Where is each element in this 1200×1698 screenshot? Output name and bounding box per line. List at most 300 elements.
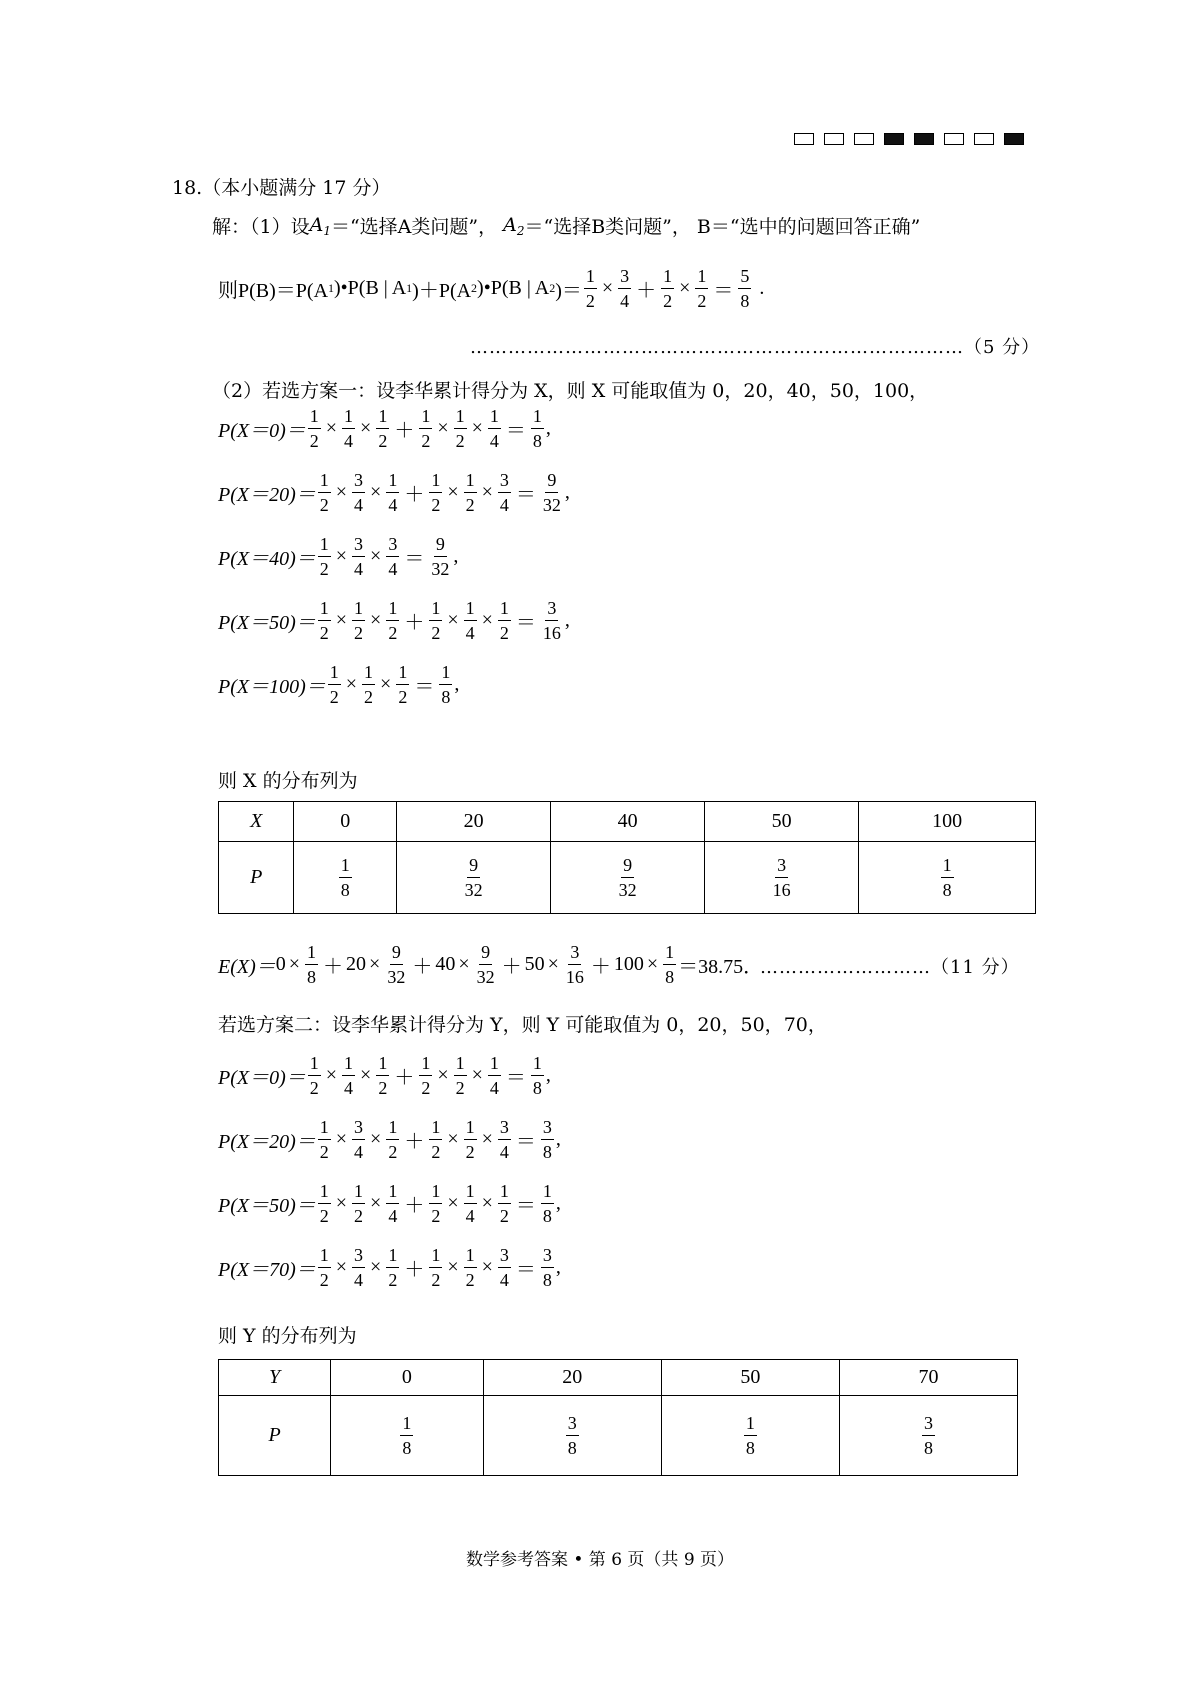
operator: ＝ — [505, 1066, 526, 1089]
fraction — [464, 1182, 477, 1225]
numerator: 1 — [454, 407, 467, 429]
fraction — [744, 1414, 757, 1457]
table-x-prob-row — [219, 842, 1036, 914]
denominator: 2 — [431, 1269, 441, 1290]
operator: ＝ — [515, 483, 536, 506]
denominator: 8 — [441, 686, 451, 707]
operator: × — [288, 952, 301, 975]
table-cell: 20 — [483, 1360, 661, 1396]
fraction — [463, 856, 485, 899]
part1-formula: 则P(B)＝P(A 1 )•P(B | A 1 )＋P(A 2 )•P(B | A 2 )＝ $\frac{1}{2}$ × $\frac{3}{4}$ ＋ $\frac{1}{2}$ × $\frac{1}{2}$ ＝ $\frac{5}{8}$ . — [218, 265, 765, 311]
fraction — [318, 1182, 331, 1225]
numerator: 1 — [318, 1182, 331, 1204]
table-row-label: P — [219, 842, 294, 914]
fraction — [429, 1182, 442, 1225]
numerator: 3 — [352, 535, 365, 557]
fraction — [464, 1118, 477, 1161]
numerator: 1 — [318, 1246, 331, 1268]
fraction — [386, 471, 399, 514]
denominator: 32 — [431, 558, 450, 579]
table-row-label: P — [219, 1396, 331, 1476]
operator: ＋ — [501, 955, 522, 978]
denominator: 16 — [565, 966, 584, 987]
operator: ＋ — [404, 611, 425, 634]
operator: × — [447, 1127, 459, 1150]
expectation-formula — [218, 934, 763, 994]
fraction — [386, 1246, 399, 1289]
numerator: 9 — [434, 535, 447, 557]
table-row-label: X — [219, 802, 294, 842]
operator: ＝ — [404, 547, 425, 570]
table-cell — [705, 842, 859, 914]
fraction — [498, 471, 511, 514]
fraction — [352, 1246, 365, 1289]
table-cell: 20 — [397, 802, 551, 842]
denominator: 2 — [364, 686, 374, 707]
denominator: 8 — [307, 966, 317, 987]
probability-lhs: P(X＝20)＝ — [218, 483, 316, 506]
fraction — [352, 471, 365, 514]
probability-line: P(X＝70)＝ $\frac{1}{2}$ × $\frac{3}{4}$ × $\frac{1}{2}$ ＋ $\frac{1}{2}$ × $\frac{1}{2}$ × $\frac{3}{4}$ ＝ $\frac{3}{8}$ , — [218, 1244, 561, 1290]
table-cell — [397, 842, 551, 914]
denominator: 8 — [532, 1077, 542, 1098]
operator: ＋ — [404, 1130, 425, 1153]
denominator: 32 — [476, 966, 495, 987]
part1-fraction-chain — [582, 267, 754, 310]
numerator: 1 — [541, 1182, 554, 1204]
table-cell — [551, 842, 705, 914]
fraction — [454, 407, 467, 450]
operator: × — [370, 608, 382, 631]
denominator: 2 — [455, 1077, 465, 1098]
denominator: 2 — [697, 290, 707, 311]
operator: × — [471, 416, 483, 439]
denominator: 8 — [665, 966, 675, 987]
fraction — [564, 943, 586, 986]
operator: ＋ — [323, 955, 344, 978]
fraction — [663, 943, 676, 986]
header-mark — [1004, 133, 1024, 145]
denominator: 2 — [309, 430, 319, 451]
probability-line: P(X＝50)＝ $\frac{1}{2}$ × $\frac{1}{2}$ × $\frac{1}{2}$ ＋ $\frac{1}{2}$ × $\frac{1}{4}$ × $\frac{1}{2}$ ＝ $\frac{3}{16}$ , — [218, 597, 570, 643]
denominator: 4 — [499, 494, 509, 515]
denominator: 2 — [388, 1269, 398, 1290]
probability-lhs: P(X＝0)＝ — [218, 1066, 306, 1089]
fraction — [328, 663, 341, 706]
fraction — [318, 1246, 331, 1289]
result-fraction — [531, 407, 544, 450]
numerator: 1 — [386, 1118, 399, 1140]
fraction — [386, 1118, 399, 1161]
fraction — [488, 407, 501, 450]
fraction — [352, 599, 365, 642]
operator: ＝ — [414, 675, 435, 698]
operator: × — [646, 952, 659, 975]
result-fraction — [541, 1182, 554, 1225]
numerator: 3 — [568, 943, 581, 965]
question-title — [172, 173, 390, 200]
denominator: 8 — [740, 290, 750, 311]
fraction — [376, 1054, 389, 1097]
numerator: 1 — [386, 1182, 399, 1204]
def-b: B＝“选中的问题回答正确” — [696, 216, 921, 238]
denominator: 8 — [745, 1438, 755, 1458]
operator: ＋ — [590, 955, 611, 978]
coefficient: 20 — [346, 952, 367, 975]
denominator: 2 — [455, 430, 465, 451]
numerator: 1 — [584, 267, 597, 289]
denominator: 2 — [465, 1141, 475, 1162]
operator: ＝ — [515, 611, 536, 634]
numerator: 1 — [342, 407, 355, 429]
numerator: 1 — [429, 1182, 442, 1204]
numerator: 9 — [390, 943, 403, 965]
operator: × — [370, 544, 382, 567]
numerator: 1 — [941, 856, 954, 878]
numerator: 3 — [352, 471, 365, 493]
denominator: 8 — [542, 1269, 552, 1290]
fraction — [400, 1414, 413, 1457]
operator: ＝ — [515, 1194, 536, 1217]
denominator: 2 — [378, 1077, 388, 1098]
result-fraction — [541, 471, 563, 514]
operator: × — [437, 416, 449, 439]
table-cell — [483, 1396, 661, 1476]
operator: × — [380, 672, 392, 695]
numerator: 3 — [545, 599, 558, 621]
numerator: 9 — [545, 471, 558, 493]
fraction — [362, 663, 375, 706]
coefficient: 50 — [524, 952, 545, 975]
numerator: 1 — [498, 599, 511, 621]
expectation-terms — [276, 943, 678, 986]
fraction — [386, 1182, 399, 1225]
probability-line: P(X＝20)＝ $\frac{1}{2}$ × $\frac{3}{4}$ × $\frac{1}{4}$ ＋ $\frac{1}{2}$ × $\frac{1}{2}$ × $\frac{3}{4}$ ＝ $\frac{9}{32}$ , — [218, 469, 570, 515]
denominator: 2 — [388, 622, 398, 643]
probability-lhs: P(X＝70)＝ — [218, 1258, 316, 1281]
denominator: 2 — [319, 622, 329, 643]
fraction — [386, 535, 399, 578]
denominator: 2 — [319, 494, 329, 515]
numerator: 1 — [429, 1246, 442, 1268]
coefficient: 0 — [275, 952, 286, 975]
numerator: 3 — [352, 1246, 365, 1268]
denominator: 4 — [499, 1141, 509, 1162]
denominator: 4 — [388, 1205, 398, 1226]
table-cell — [661, 1396, 839, 1476]
numerator: 5 — [738, 267, 751, 289]
numerator: 1 — [464, 1246, 477, 1268]
operator: × — [447, 480, 459, 503]
numerator: 1 — [396, 663, 409, 685]
probability-line: P(X＝50)＝ $\frac{1}{2}$ × $\frac{1}{2}$ × $\frac{1}{4}$ ＋ $\frac{1}{2}$ × $\frac{1}{4}$ × $\frac{1}{2}$ ＝ $\frac{1}{8}$ , — [218, 1180, 561, 1226]
denominator: 2 — [354, 622, 364, 643]
operator: × — [335, 1191, 348, 1214]
table-cell: 100 — [859, 802, 1036, 842]
formula-mid2: )＋P(A — [412, 279, 472, 302]
table-cell — [859, 842, 1036, 914]
def-a1: ＝“选择A类问题”， — [330, 216, 498, 238]
table-cell: 50 — [661, 1360, 839, 1396]
denominator: 4 — [489, 1077, 499, 1098]
denominator: 2 — [431, 494, 441, 515]
denominator: 4 — [620, 290, 630, 311]
numerator: 1 — [661, 267, 674, 289]
operator: × — [547, 952, 559, 975]
numerator: 1 — [376, 1054, 389, 1076]
fraction — [385, 943, 407, 986]
numerator: 3 — [498, 1246, 511, 1268]
denominator: 4 — [388, 494, 398, 515]
operator: × — [325, 1063, 338, 1086]
denominator: 32 — [618, 880, 637, 900]
operator: ＋ — [404, 1258, 425, 1281]
numerator: 1 — [464, 1182, 477, 1204]
def-a2: ＝“选择B类问题”， — [524, 216, 691, 238]
expectation-lhs: E(X)＝ — [218, 955, 276, 978]
operator: ＋ — [412, 955, 433, 978]
part1-points: ……………………………………………………………………（5 分） — [470, 337, 1041, 358]
fraction — [454, 1054, 467, 1097]
denominator: 2 — [329, 686, 339, 707]
operator: × — [481, 1127, 493, 1150]
numerator: 1 — [419, 1054, 432, 1076]
denominator: 8 — [340, 880, 350, 900]
fraction — [464, 471, 477, 514]
operator: × — [458, 952, 470, 975]
part2-intro: （2）若选方案一：设李华累计得分为 X，则 X 可能取值为 0，20，40，50，100， — [212, 380, 929, 402]
denominator: 2 — [465, 1269, 475, 1290]
question-number: 18. — [172, 177, 203, 199]
numerator: 1 — [352, 1182, 365, 1204]
fraction — [771, 856, 793, 899]
probability-lhs: P(X＝0)＝ — [218, 419, 306, 442]
table-y-header-row — [219, 1360, 1018, 1396]
numerator: 1 — [429, 1118, 442, 1140]
numerator: 3 — [618, 267, 631, 289]
numerator: 1 — [419, 407, 432, 429]
table-y-prob-row — [219, 1396, 1018, 1476]
operator: ＝ — [515, 1258, 536, 1281]
question-points: （本小题满分 17 分） — [202, 177, 391, 199]
operator: × — [370, 480, 382, 503]
part2-dist-label: 则 X 的分布列为 — [218, 770, 358, 792]
numerator: 3 — [541, 1246, 554, 1268]
numerator: 1 — [386, 471, 399, 493]
probability-line: P(X＝40)＝ $\frac{1}{2}$ × $\frac{3}{4}$ × $\frac{3}{4}$ ＝ $\frac{9}{32}$ , — [218, 533, 459, 579]
operator: ＝ — [713, 279, 734, 302]
operator: × — [601, 276, 614, 299]
table-cell: 50 — [705, 802, 859, 842]
denominator: 2 — [398, 686, 408, 707]
denominator: 4 — [344, 1077, 354, 1098]
denominator: 8 — [542, 1205, 552, 1226]
probability-lhs: P(X＝40)＝ — [218, 547, 316, 570]
fraction — [342, 407, 355, 450]
fraction — [318, 471, 331, 514]
denominator: 2 — [354, 1205, 364, 1226]
operator: ＋ — [394, 419, 415, 442]
operator: ＋ — [636, 279, 657, 302]
result-fraction — [429, 535, 451, 578]
denominator: 2 — [319, 1205, 329, 1226]
operator: × — [679, 276, 691, 299]
coefficient: 40 — [435, 952, 456, 975]
numerator: 1 — [362, 663, 375, 685]
table-cell — [839, 1396, 1017, 1476]
numerator: 1 — [464, 471, 477, 493]
header-mark — [914, 133, 934, 145]
operator: × — [335, 1127, 348, 1150]
expectation-result: ＝38.75． — [678, 955, 764, 978]
operator: × — [447, 1191, 459, 1214]
fraction — [498, 1182, 511, 1225]
denominator: 2 — [378, 430, 388, 451]
page-footer: 数学参考答案 • 第 6 页（共 9 页） — [465, 1550, 735, 1570]
denominator: 4 — [465, 1205, 475, 1226]
operator: × — [370, 1255, 382, 1278]
numerator: 1 — [454, 1054, 467, 1076]
operator: × — [335, 544, 348, 567]
fraction — [352, 1118, 365, 1161]
part1-definitions — [212, 212, 920, 239]
denominator: 8 — [942, 880, 952, 900]
numerator: 1 — [318, 599, 331, 621]
fraction — [429, 1118, 442, 1161]
numerator: 1 — [318, 1118, 331, 1140]
fraction — [922, 1414, 935, 1457]
operator: ＋ — [394, 1066, 415, 1089]
numerator: 1 — [464, 599, 477, 621]
operator: × — [481, 1255, 493, 1278]
fraction — [488, 1054, 501, 1097]
numerator: 1 — [352, 599, 365, 621]
table-cell: 0 — [331, 1360, 484, 1396]
fraction — [308, 407, 321, 450]
operator: ＋ — [404, 1194, 425, 1217]
header-mark — [884, 133, 904, 145]
fraction — [498, 599, 511, 642]
operator: × — [447, 1255, 459, 1278]
fraction — [429, 1246, 442, 1289]
table-cell: 70 — [839, 1360, 1017, 1396]
fraction — [419, 407, 432, 450]
operator: × — [325, 416, 338, 439]
numerator: 3 — [922, 1414, 935, 1436]
denominator: 8 — [567, 1438, 577, 1458]
denominator: 32 — [464, 880, 483, 900]
denominator: 2 — [309, 1077, 319, 1098]
fraction — [318, 599, 331, 642]
numerator: 1 — [318, 535, 331, 557]
distribution-table-x — [218, 801, 1036, 914]
denominator: 8 — [542, 1141, 552, 1162]
operator: × — [335, 1255, 348, 1278]
denominator: 2 — [319, 1269, 329, 1290]
numerator: 3 — [352, 1118, 365, 1140]
part3-dist-label: 则 Y 的分布列为 — [218, 1325, 357, 1347]
fraction — [738, 267, 751, 310]
numerator: 1 — [663, 943, 676, 965]
probability-line: P(X＝20)＝ $\frac{1}{2}$ × $\frac{3}{4}$ × $\frac{1}{2}$ ＋ $\frac{1}{2}$ × $\frac{1}{2}$ × $\frac{3}{4}$ ＝ $\frac{3}{8}$ , — [218, 1116, 561, 1162]
operator: × — [370, 1127, 382, 1150]
numerator: 1 — [308, 1054, 321, 1076]
numerator: 1 — [429, 599, 442, 621]
denominator: 4 — [354, 1269, 364, 1290]
table-row-label: Y — [219, 1360, 331, 1396]
operator: × — [345, 672, 358, 695]
denominator: 2 — [585, 290, 595, 311]
result-fraction — [541, 599, 563, 642]
table-cell — [331, 1396, 484, 1476]
denominator: 2 — [319, 1141, 329, 1162]
header-marks — [784, 133, 1024, 145]
symbol-a1: $A_1$ — [309, 213, 331, 238]
numerator: 9 — [621, 856, 634, 878]
fraction — [342, 1054, 355, 1097]
denominator: 2 — [465, 494, 475, 515]
numerator: 1 — [531, 407, 544, 429]
header-mark — [794, 133, 814, 145]
fraction — [396, 663, 409, 706]
denominator: 8 — [532, 430, 542, 451]
operator: × — [369, 952, 381, 975]
fraction — [695, 267, 708, 310]
fraction — [376, 407, 389, 450]
fraction — [618, 267, 631, 310]
fraction — [464, 599, 477, 642]
part3-intro: 若选方案二：设李华累计得分为 Y，则 Y 可能取值为 0，20，50，70， — [218, 1014, 827, 1036]
result-fraction — [439, 663, 452, 706]
fraction — [352, 1182, 365, 1225]
fraction — [318, 535, 331, 578]
numerator: 1 — [308, 407, 321, 429]
denominator: 16 — [542, 622, 561, 643]
denominator: 8 — [402, 1438, 412, 1458]
numerator: 3 — [775, 856, 788, 878]
header-mark — [824, 133, 844, 145]
operator: × — [335, 608, 348, 631]
fraction — [498, 1246, 511, 1289]
table-cell — [294, 842, 397, 914]
denominator: 2 — [499, 622, 509, 643]
numerator: 1 — [531, 1054, 544, 1076]
operator: ＝ — [515, 1130, 536, 1153]
denominator: 4 — [489, 430, 499, 451]
table-x-header-row — [219, 802, 1036, 842]
denominator: 4 — [344, 430, 354, 451]
operator: × — [360, 416, 372, 439]
expectation-points: ………………………（11 分） — [760, 957, 1020, 978]
header-mark — [944, 133, 964, 145]
formula-mid3: )•P(B | A — [477, 276, 550, 299]
fraction — [475, 943, 497, 986]
denominator: 2 — [421, 1077, 431, 1098]
numerator: 1 — [498, 1182, 511, 1204]
numerator: 1 — [342, 1054, 355, 1076]
numerator: 1 — [439, 663, 452, 685]
fraction — [429, 599, 442, 642]
fraction — [308, 1054, 321, 1097]
denominator: 4 — [388, 558, 398, 579]
numerator: 1 — [744, 1414, 757, 1436]
operator: × — [370, 1191, 382, 1214]
denominator: 2 — [421, 430, 431, 451]
numerator: 3 — [541, 1118, 554, 1140]
operator: × — [335, 480, 348, 503]
denominator: 2 — [499, 1205, 509, 1226]
operator: ＋ — [404, 483, 425, 506]
